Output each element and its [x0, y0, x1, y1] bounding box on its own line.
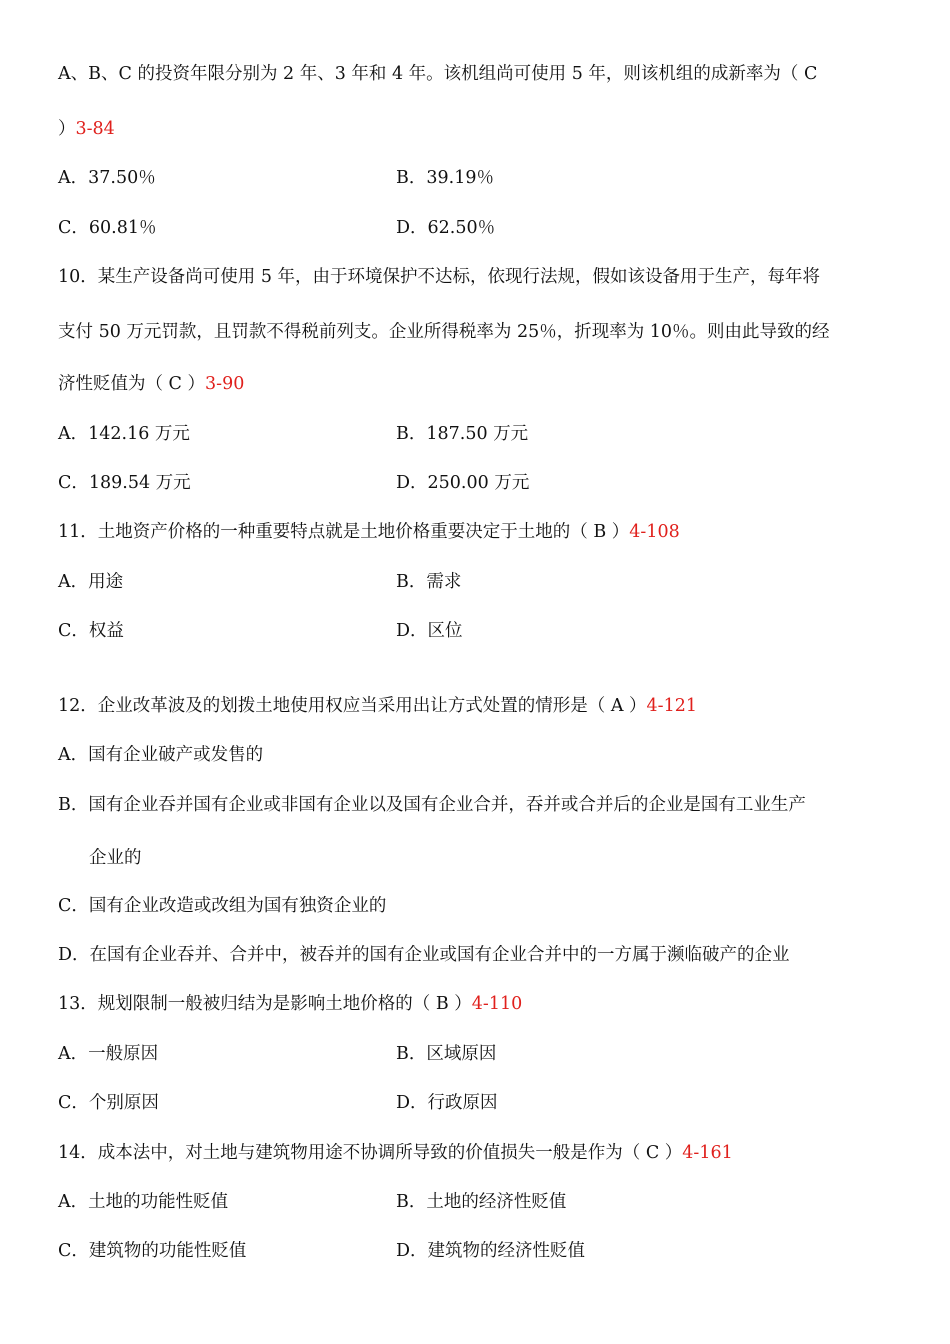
q10-stem-line1: 10．某生产设备尚可使用 5 年，由于环境保护不达标，依现行法规，假如该设备用于生产，每年将 — [58, 267, 821, 287]
q12-option-b-line2: 企业的 — [89, 848, 142, 868]
q9-option-d: D．62.50％ — [396, 218, 496, 238]
q12-option-c: C．国有企业改造或改组为国有独资企业的 — [58, 896, 387, 916]
q13-option-b: B．区域原因 — [396, 1044, 497, 1064]
q9-stem-continuation — [58, 63, 817, 85]
q10-option-a: A．142.16 万元 — [58, 424, 190, 444]
q9-option-b: B．39.19％ — [396, 168, 494, 188]
q12-option-d: D．在国有企业吞并、合并中，被吞并的国有企业或国有企业合并中的一方属于濒临破产的企业 — [58, 945, 790, 965]
q12-option-b-line1: B．国有企业吞并国有企业或非国有企业以及国有企业合并，吞并或合并后的企业是国有工业生产 — [58, 795, 806, 815]
q14-option-b: B．土地的经济性贬值 — [396, 1192, 567, 1212]
q14-option-d: D．建筑物的经济性贬值 — [396, 1241, 586, 1261]
q9-page-reference: 3-84 — [75, 119, 115, 139]
q12-option-a: A．国有企业破产或发售的 — [58, 745, 264, 765]
q10-option-b: B．187.50 万元 — [396, 424, 529, 444]
q11-option-a: A．用途 — [58, 572, 124, 592]
q14-option-c: C．建筑物的功能性贬值 — [58, 1241, 247, 1261]
q9-option-a: A．37.50％ — [58, 168, 156, 188]
q9-stem-end-text: ） — [58, 119, 76, 139]
q9-stem-end — [58, 118, 115, 140]
q13-option-c: C．个别原因 — [58, 1093, 159, 1113]
q11-option-c: C．权益 — [58, 621, 124, 641]
q11-page-reference: 4-108 — [629, 522, 680, 542]
q10-stem-end-text: 济性贬值为（ C ） — [58, 374, 206, 394]
q10-option-c: C．189.54 万元 — [58, 473, 191, 493]
q9-option-c: C．60.81％ — [58, 218, 157, 238]
q12-stem — [58, 695, 697, 717]
q11-option-b: B．需求 — [396, 572, 462, 592]
q11-option-d: D．区位 — [396, 621, 463, 641]
q10-option-d: D．250.00 万元 — [396, 473, 530, 493]
q14-option-a: A．土地的功能性贬值 — [58, 1192, 229, 1212]
q11-stem — [58, 521, 680, 543]
q11-stem-text: 11．土地资产价格的一种重要特点就是土地价格重要决定于土地的（ B ） — [58, 522, 630, 542]
q12-stem-text: 12．企业改革波及的划拨土地使用权应当采用出让方式处置的情形是（ A ） — [58, 696, 647, 716]
q10-stem-line2: 支付 50 万元罚款，且罚款不得税前列支。企业所得税率为 25％，折现率为 10％。则由此导致的经 — [58, 322, 830, 342]
q13-stem-text: 13．规划限制一般被归结为是影响土地价格的（ B ） — [58, 994, 472, 1014]
q10-stem-line3 — [58, 373, 244, 395]
q10-page-reference: 3-90 — [205, 374, 245, 394]
q13-option-d: D．行政原因 — [396, 1093, 498, 1113]
q12-page-reference: 4-121 — [646, 696, 697, 716]
q13-page-reference: 4-110 — [471, 994, 523, 1014]
q14-stem-text: 14．成本法中，对土地与建筑物用途不协调所导致的价值损失一般是作为（ C ） — [58, 1143, 683, 1163]
q14-stem — [58, 1142, 733, 1164]
q13-stem — [58, 993, 522, 1015]
q14-page-reference: 4-161 — [682, 1143, 733, 1163]
q13-option-a: A．一般原因 — [58, 1044, 159, 1064]
q9-stem-text: A、B、C 的投资年限分别为 2 年、3 年和 4 年。该机组尚可使用 5 年，则该机组的成新率为（ C — [58, 64, 818, 84]
